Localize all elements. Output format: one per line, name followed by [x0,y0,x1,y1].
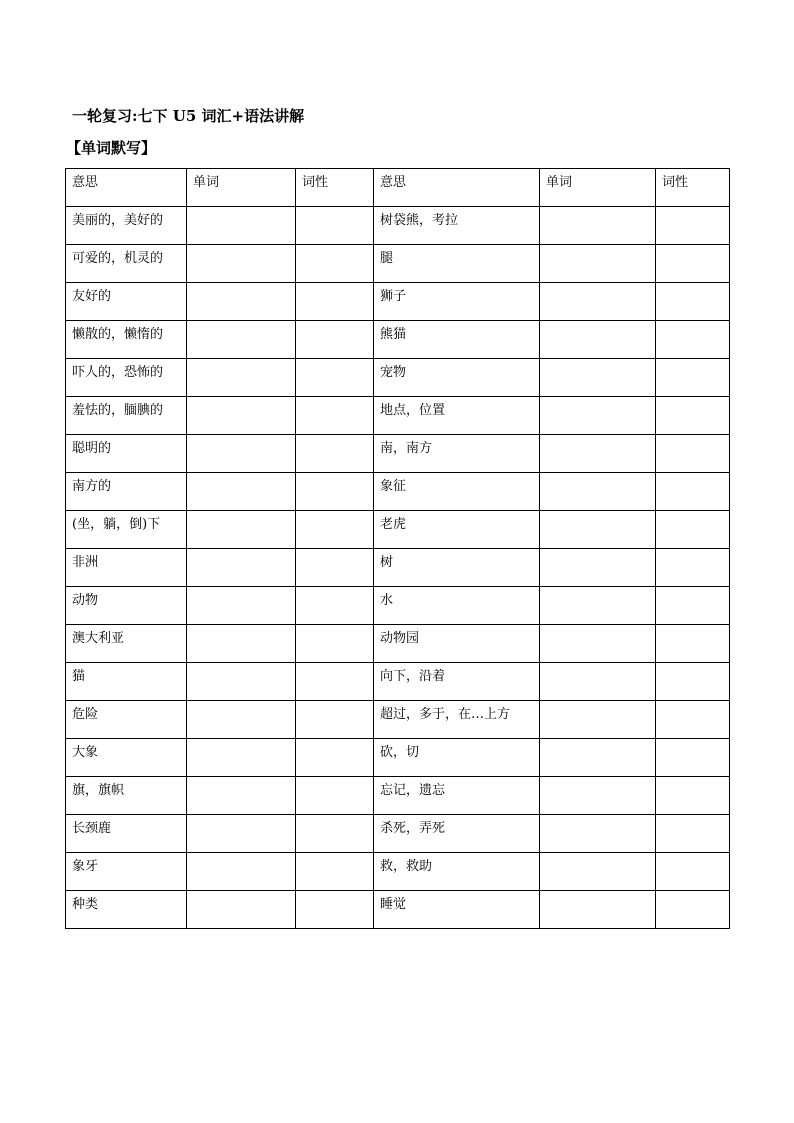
meaning-cell-left: 羞怯的，腼腆的 [66,397,187,435]
meaning-cell-left: 友好的 [66,283,187,321]
word-blank-right[interactable] [540,359,656,397]
pos-blank-left[interactable] [296,207,374,245]
table-row [66,853,730,891]
pos-blank-right[interactable] [656,549,730,587]
table-row [66,625,730,663]
header-meaning-left: 意思 [66,169,187,207]
meaning-cell-left: 动物 [66,587,187,625]
pos-blank-left[interactable] [296,321,374,359]
pos-blank-right[interactable] [656,511,730,549]
header-pos-right: 词性 [656,169,730,207]
header-word-right: 单词 [540,169,656,207]
pos-blank-right[interactable] [656,359,730,397]
pos-blank-right[interactable] [656,701,730,739]
word-blank-right[interactable] [540,663,656,701]
pos-blank-left[interactable] [296,397,374,435]
word-blank-left[interactable] [187,397,296,435]
vocabulary-table [65,168,730,929]
word-blank-left[interactable] [187,511,296,549]
table-row [66,245,730,283]
table-row [66,587,730,625]
word-blank-left[interactable] [187,359,296,397]
pos-blank-right[interactable] [656,815,730,853]
meaning-cell-right: 熊猫 [374,321,540,359]
meaning-cell-right: 腿 [374,245,540,283]
word-blank-right[interactable] [540,625,656,663]
word-blank-left[interactable] [187,245,296,283]
meaning-cell-left: 吓人的，恐怖的 [66,359,187,397]
word-blank-right[interactable] [540,473,656,511]
meaning-cell-right: 杀死，弄死 [374,815,540,853]
pos-blank-right[interactable] [656,587,730,625]
table-row [66,321,730,359]
pos-blank-left[interactable] [296,283,374,321]
pos-blank-left[interactable] [296,663,374,701]
meaning-cell-right: 老虎 [374,511,540,549]
header-pos-left: 词性 [296,169,374,207]
word-blank-left[interactable] [187,587,296,625]
page-title: 一轮复习:七下 U5 词汇+语法讲解 [72,107,305,125]
pos-blank-right[interactable] [656,739,730,777]
table-row [66,777,730,815]
word-blank-right[interactable] [540,891,656,929]
word-blank-left[interactable] [187,815,296,853]
table-row [66,663,730,701]
pos-blank-left[interactable] [296,853,374,891]
pos-blank-left[interactable] [296,435,374,473]
meaning-cell-left: 美丽的，美好的 [66,207,187,245]
meaning-cell-right: 水 [374,587,540,625]
table-row [66,473,730,511]
word-blank-right[interactable] [540,815,656,853]
pos-blank-left[interactable] [296,587,374,625]
section-heading: 【单词默写】 [66,139,157,157]
meaning-cell-right: 象征 [374,473,540,511]
word-blank-right[interactable] [540,587,656,625]
pos-blank-right[interactable] [656,435,730,473]
table-row [66,739,730,777]
word-blank-left[interactable] [187,853,296,891]
table-row [66,359,730,397]
pos-blank-right[interactable] [656,321,730,359]
word-blank-left[interactable] [187,435,296,473]
word-blank-right[interactable] [540,739,656,777]
word-blank-right[interactable] [540,701,656,739]
meaning-cell-left: 旗，旗帜 [66,777,187,815]
table-row [66,891,730,929]
pos-blank-right[interactable] [656,473,730,511]
word-blank-right[interactable] [540,245,656,283]
meaning-cell-right: 南，南方 [374,435,540,473]
meaning-cell-left: 澳大利亚 [66,625,187,663]
pos-blank-right[interactable] [656,245,730,283]
pos-blank-right[interactable] [656,853,730,891]
pos-blank-right[interactable] [656,625,730,663]
table-row [66,815,730,853]
pos-blank-left[interactable] [296,245,374,283]
meaning-cell-right: 狮子 [374,283,540,321]
meaning-cell-right: 砍，切 [374,739,540,777]
word-blank-left[interactable] [187,739,296,777]
table-row [66,701,730,739]
word-blank-right[interactable] [540,207,656,245]
meaning-cell-right: 宠物 [374,359,540,397]
word-blank-right[interactable] [540,435,656,473]
meaning-cell-right: 树袋熊，考拉 [374,207,540,245]
pos-blank-left[interactable] [296,815,374,853]
meaning-cell-right: 树 [374,549,540,587]
meaning-cell-right: 动物园 [374,625,540,663]
meaning-cell-left: 种类 [66,891,187,929]
meaning-cell-left: 大象 [66,739,187,777]
table-row [66,549,730,587]
word-blank-right[interactable] [540,549,656,587]
meaning-cell-left: 非洲 [66,549,187,587]
meaning-cell-left: 危险 [66,701,187,739]
table-row [66,435,730,473]
pos-blank-right[interactable] [656,663,730,701]
table-row [66,207,730,245]
word-blank-left[interactable] [187,473,296,511]
vocabulary-table-body [66,207,730,929]
meaning-cell-right: 忘记，遗忘 [374,777,540,815]
pos-blank-right[interactable] [656,777,730,815]
pos-blank-left[interactable] [296,511,374,549]
table-header-row [66,169,730,207]
meaning-cell-left: 猫 [66,663,187,701]
word-blank-right[interactable] [540,397,656,435]
word-blank-left[interactable] [187,777,296,815]
meaning-cell-left: (坐，躺，倒)下 [66,511,187,549]
pos-blank-left[interactable] [296,625,374,663]
pos-blank-left[interactable] [296,777,374,815]
pos-blank-right[interactable] [656,891,730,929]
word-blank-left[interactable] [187,207,296,245]
pos-blank-left[interactable] [296,359,374,397]
meaning-cell-right: 超过，多于，在…上方 [374,701,540,739]
meaning-cell-left: 懒散的，懒惰的 [66,321,187,359]
word-blank-right[interactable] [540,777,656,815]
meaning-cell-left: 长颈鹿 [66,815,187,853]
meaning-cell-right: 地点，位置 [374,397,540,435]
pos-blank-right[interactable] [656,283,730,321]
word-blank-right[interactable] [540,853,656,891]
pos-blank-right[interactable] [656,397,730,435]
word-blank-right[interactable] [540,283,656,321]
word-blank-left[interactable] [187,549,296,587]
pos-blank-left[interactable] [296,473,374,511]
meaning-cell-right: 向下，沿着 [374,663,540,701]
table-row [66,283,730,321]
meaning-cell-left: 聪明的 [66,435,187,473]
meaning-cell-left: 南方的 [66,473,187,511]
meaning-cell-left: 象牙 [66,853,187,891]
pos-blank-right[interactable] [656,207,730,245]
table-row [66,511,730,549]
word-blank-left[interactable] [187,283,296,321]
table-row [66,397,730,435]
pos-blank-left[interactable] [296,739,374,777]
meaning-cell-right: 救，救助 [374,853,540,891]
header-meaning-right: 意思 [374,169,540,207]
word-blank-left[interactable] [187,321,296,359]
pos-blank-left[interactable] [296,891,374,929]
meaning-cell-right: 睡觉 [374,891,540,929]
pos-blank-left[interactable] [296,701,374,739]
word-blank-left[interactable] [187,701,296,739]
header-word-left: 单词 [187,169,296,207]
word-blank-left[interactable] [187,663,296,701]
word-blank-left[interactable] [187,891,296,929]
word-blank-right[interactable] [540,511,656,549]
meaning-cell-left: 可爱的，机灵的 [66,245,187,283]
word-blank-left[interactable] [187,625,296,663]
word-blank-right[interactable] [540,321,656,359]
pos-blank-left[interactable] [296,549,374,587]
